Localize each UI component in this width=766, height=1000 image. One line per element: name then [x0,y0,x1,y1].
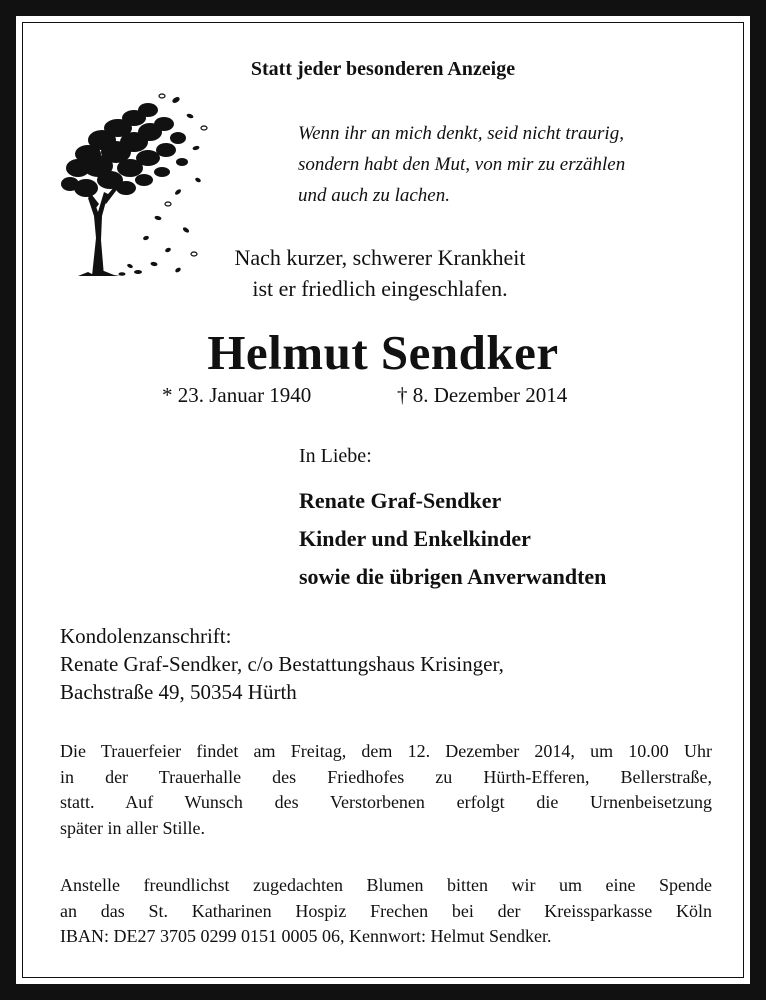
donation-paragraph [60,873,712,950]
ceremony-line: statt. Auf Wunsch des Verstorbenen erfolgt die Urnenbeisetzung [60,792,712,812]
donation-line: Anstelle freundlichst zugedachten Blumen bitten wir um eine Spende [60,875,712,895]
statement-line: ist er friedlich eingeschlafen. [252,276,508,301]
poem-line: Wenn ihr an mich denkt, seid nicht traurig, [298,123,624,144]
condolence-line: Renate Graf-Sendker, c/o Bestattungshaus Krisinger, [60,652,504,676]
death-date: † 8. Dezember 2014 [397,383,568,407]
mourner-name: Kinder und Enkelkinder [299,526,531,551]
birth-date: * 23. Januar 1940 [162,383,312,407]
ceremony-paragraph [60,739,712,841]
mourners-intro: In Liebe: [299,445,372,467]
ceremony-line: in der Trauerhalle des Friedhofes zu Hürth-Efferen, Bellerstraße, [60,766,712,787]
condolence-line: Bachstraße 49, 50354 Hürth [60,680,297,704]
poem-line: sondern habt den Mut, von mir zu erzählen [298,154,626,175]
deceased-name: Helmut Sendker [207,325,559,380]
notice-headline: Statt jeder besonderen Anzeige [250,58,516,80]
mourners-list [299,482,606,596]
poem-line: und auch zu lachen. [298,185,450,206]
mourner-name: sowie die übrigen Anverwandten [299,564,607,589]
ceremony-line: Die Trauerfeier findet am Freitag, dem 12. Dezember 2014, um 10.00 Uhr [60,741,712,761]
poem [298,118,728,211]
donation-line: an das St. Katharinen Hospiz Frechen bei der Kreissparkasse Köln [60,900,712,921]
statement-line: Nach kurzer, schwerer Krankheit [234,245,526,270]
condolence-address [60,622,504,706]
death-statement [160,242,600,304]
mourner-name: Renate Graf-Sendker [299,488,502,513]
donation-line: IBAN: DE27 3705 0299 0151 0005 06, Kennwort: Helmut Sendker. [60,926,552,946]
ceremony-line: später in aller Stille. [60,817,205,838]
condolence-line: Kondolenzanschrift: [60,624,232,648]
